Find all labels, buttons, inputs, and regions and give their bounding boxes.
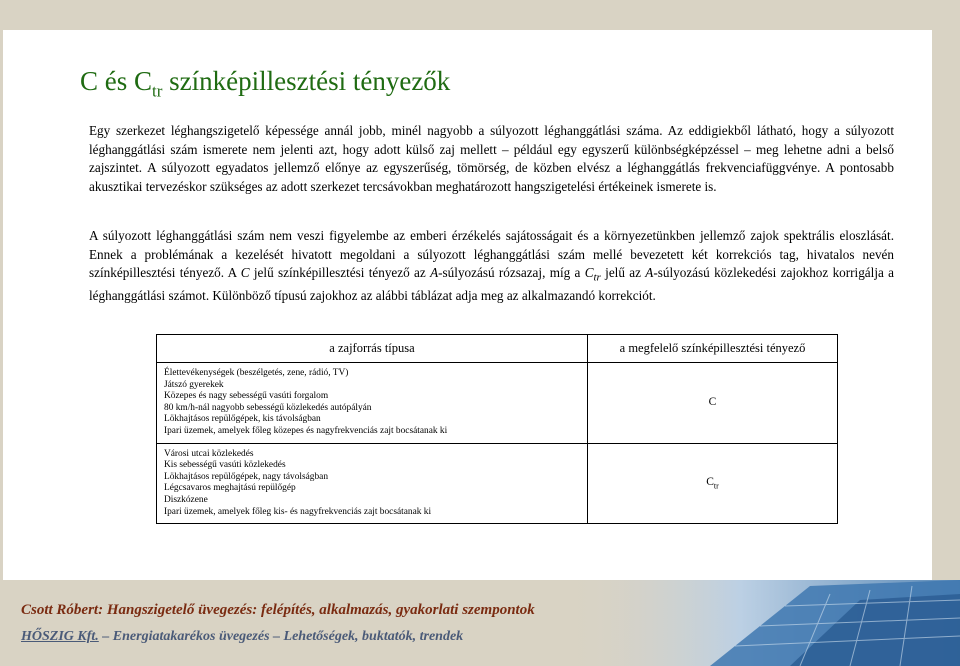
factor-cell: C xyxy=(588,363,838,444)
title-rest: színképillesztési tényezők xyxy=(162,66,451,96)
symbol-a: A xyxy=(645,265,654,281)
list-item: Közepes és nagy sebességű vasúti forgalom xyxy=(164,391,329,402)
right-frame xyxy=(932,0,960,580)
symbol-c: C xyxy=(240,265,250,281)
symbol-a: A xyxy=(430,265,439,281)
list-item: Ipari üzemek, amelyek főleg kis- és nagyfrekvenciás zajt bocsátanak ki xyxy=(164,506,432,517)
header-source: a zajforrás típusa xyxy=(157,335,588,363)
symbol-ctr: $C_{tr}$ xyxy=(584,265,601,284)
list-item: Játszó gyerekek xyxy=(164,379,224,390)
top-frame xyxy=(0,0,960,30)
building-image xyxy=(560,580,960,666)
source-list xyxy=(157,443,588,524)
list-item: Városi utcai közlekedés xyxy=(164,448,254,459)
footer-company-line: HŐSZIG Kft. – Energiatakarékos üvegezés – Lehetőségek, buktatók, trendek xyxy=(21,629,464,644)
table-row xyxy=(157,443,838,524)
company-name: HŐSZIG Kft. xyxy=(21,629,99,644)
list-item: Ipari üzemek, amelyek főleg közepes és nagyfrekvenciás zajt bocsátanak ki xyxy=(164,425,448,436)
list-item: Lökhajtásos repülőgépek, nagy távolságban xyxy=(164,471,329,482)
header-factor: a megfelelő színképillesztési tényező xyxy=(588,335,838,363)
list-item: 80 km/h-nál nagyobb sebességű közlekedés autópályán xyxy=(164,402,372,413)
noise-source-table xyxy=(156,334,838,524)
list-item: Diszkózene xyxy=(164,494,208,505)
list-item: Légcsavaros meghajtású repülőgép xyxy=(164,483,296,494)
title-subscript: tr xyxy=(152,81,163,101)
paragraph-2: A súlyozott léghanggátlási szám nem veszi figyelembe az emberi érzékelés sajátosságait és a környezetünkben jellemző zajok spektrális eloszlását. Ennek a problémának a kezelését hivatott megoldani a súlyozott léghanggátlási szám mellé bevezetett két korrekciós tag, hivatalos nevén színképillesztési tényező. A C jelű színképillesztési tényező az A-súlyozású rózsazaj, míg a $C_{tr}$ jelű az A-súlyozású közlekedési zajokhoz korrigálja a léghanggátlási számot. Különböző típusú zajokhoz az alábbi táblázat adja meg az alkalmazandó korrekciót. xyxy=(89,228,895,304)
slide-title xyxy=(80,66,450,101)
title-main: C és C xyxy=(80,66,153,96)
paragraph-1: Egy szerkezet léghangszigetelő képessége annál jobb, minél nagyobb a súlyozott léghanggátlási száma. Az eddigiekből látható, hogy a súlyozott léghanggátlási szám ismerete nem jelenti azt, hogy adott külső zaj mellett – például egy egyszerű különbségképzéssel – meg lehetne adni a belső zajszintet. A súlyozott egyadatos jellemző előnye az egyszerűség, tömörség, de közben elvész a léghanggátlás frekvenciafüggvénye. A pontosabb akusztikai tervezéskor szükséges az adott szerkezet tercsávokban meghatározott hangszigetelési értékeinek ismerete is. xyxy=(89,123,894,194)
table-row xyxy=(157,363,838,444)
list-item: Kis sebességű vasúti közlekedés xyxy=(164,460,286,471)
source-list xyxy=(157,363,588,444)
list-item: Élettevékenységek (beszélgetés, zene, rádió, TV) xyxy=(164,368,349,378)
factor-cell: $C_{tr}$ xyxy=(588,443,838,524)
table-header-row xyxy=(157,335,838,363)
list-item: Lökhajtásos repülőgépek, kis távolságban xyxy=(164,414,321,425)
footer-author-line: Csott Róbert: Hangszigetelő üvegezés: felépítés, alkalmazás, gyakorlati szempontok xyxy=(21,602,535,618)
